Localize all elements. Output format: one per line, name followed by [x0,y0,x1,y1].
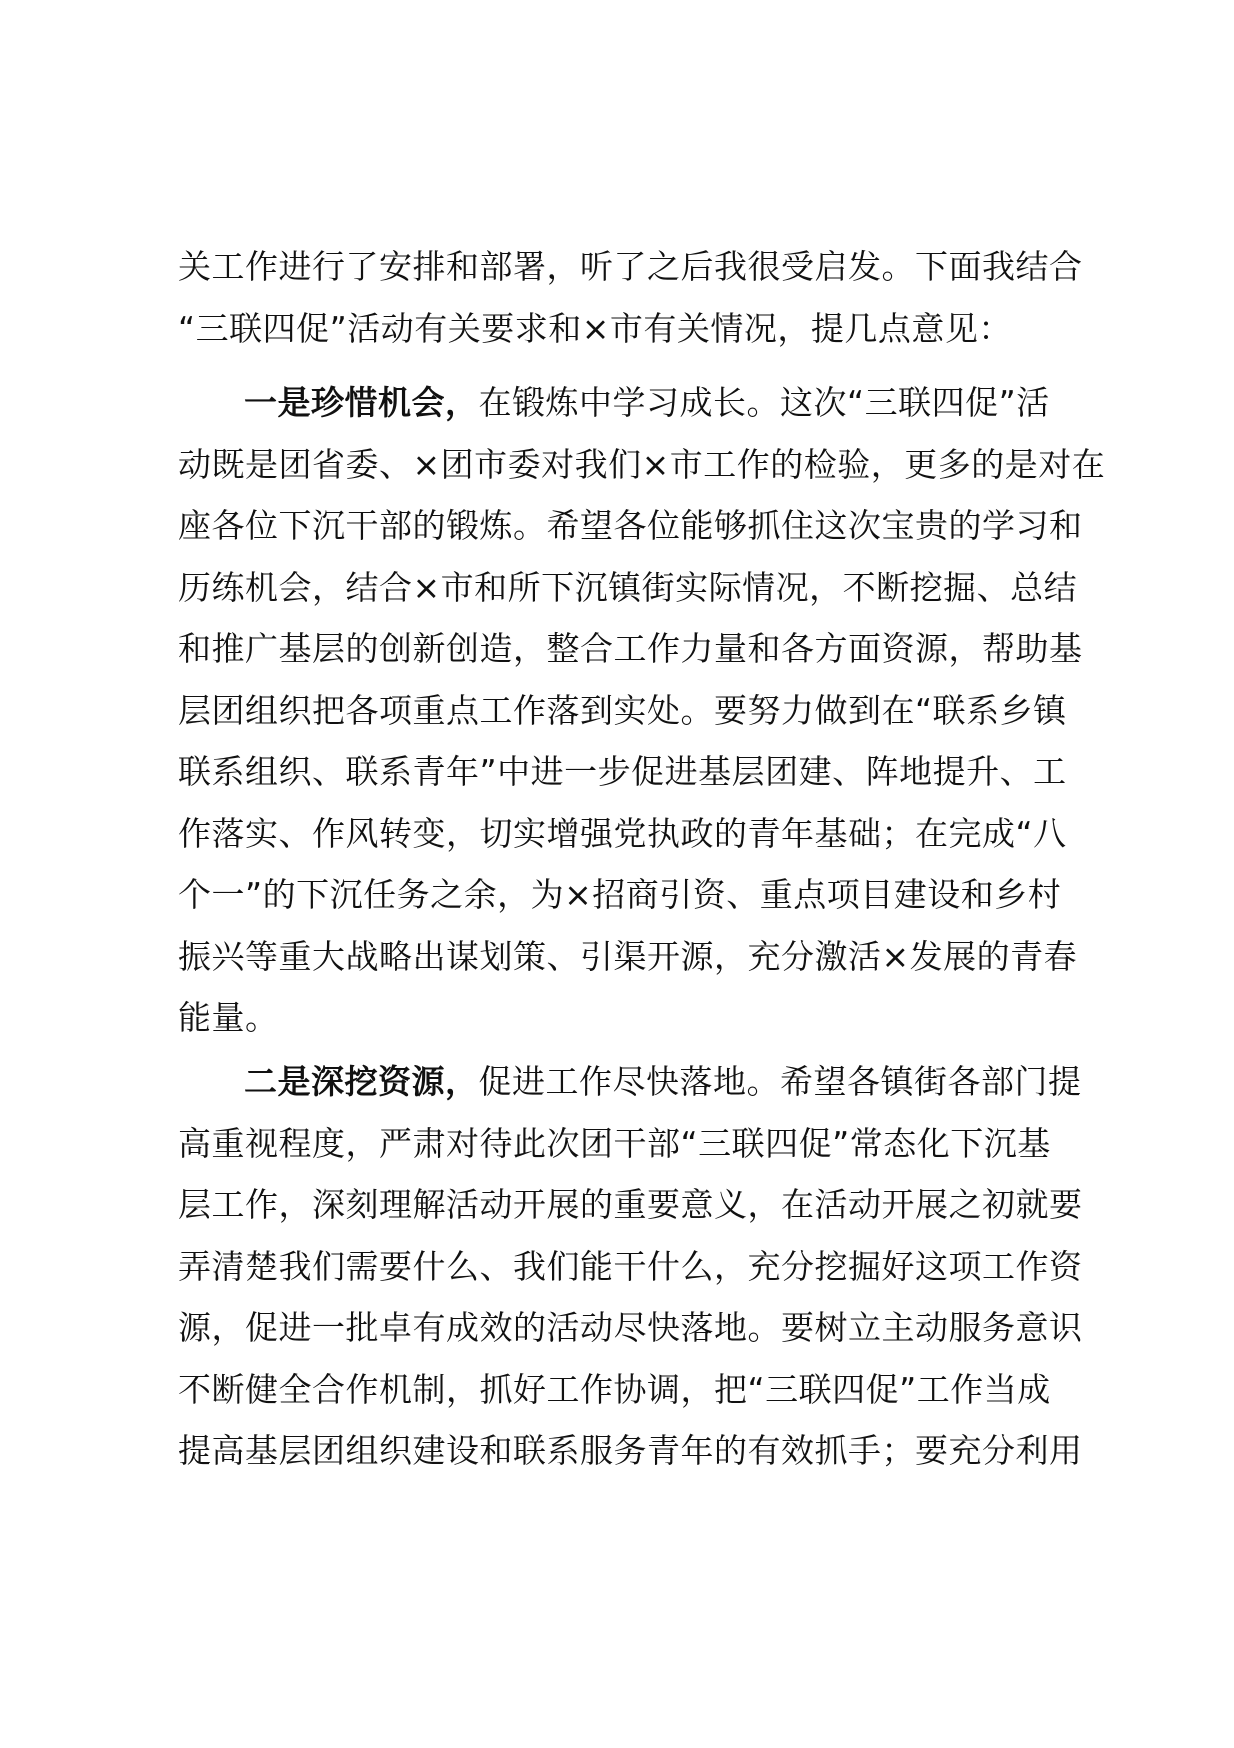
paragraph-first-line [178,372,1098,434]
paragraph-point-one [178,372,1106,1049]
paragraph-intro [178,236,1098,359]
text-line: “三联四促”活动有关要求和×市有关情况，提几点意见： [178,308,1012,348]
text-line: 历练机会，结合×市和所下沉镇街实际情况，不断挖掘、总结 [178,567,1078,607]
text-line: 座各位下沉干部的锻炼。希望各位能够抓住这次宝贵的学习和 [178,506,1083,545]
paragraph-first-line [178,1051,1098,1113]
text-line: 能量。 [178,998,279,1037]
text-line: 个一”的下沉任务之余，为×招商引资、重点项目建设和乡村 [178,875,1062,914]
text-line: 动既是团省委、×团市委对我们×市工作的检验，更多的是对在 [178,444,1106,484]
text-line: 高重视程度，严肃对待此次团干部“三联四促”常态化下沉基 [178,1123,1051,1163]
paragraph-lead-heading: 一是珍惜机会， [244,383,479,422]
text-line: 弄清楚我们需要什么、我们能干什么，充分挖掘好这项工作资 [178,1246,1083,1286]
paragraph-lead-heading: 二是深挖资源， [244,1062,479,1101]
text-line: 层团组织把各项重点工作落到实处。要努力做到在“联系乡镇 [178,690,1067,730]
text-line: 关工作进行了安排和部署，听了之后我很受启发。下面我结合 [178,247,1083,286]
paragraph-first-line-text: 促进工作尽快落地。希望各镇街各部门提 [478,1062,1082,1101]
text-line: 振兴等重大战略出谋划策、引渠开源，充分激活×发展的青春 [178,936,1078,976]
paragraph-point-two [178,1051,1098,1482]
text-line: 联系组织、联系青年”中进一步促进基层团建、阵地提升、工 [178,752,1067,791]
text-line: 层工作，深刻理解活动开展的重要意义，在活动开展之初就要 [178,1185,1083,1224]
text-line: 作落实、作风转变，切实增强党执政的青年基础；在完成“八 [178,813,1067,853]
text-line: 和推广基层的创新创造，整合工作力量和各方面资源，帮助基 [178,629,1083,668]
text-line: 提高基层团组织建设和联系服务青年的有效抓手；要充分利用 [178,1431,1083,1470]
paragraph-first-line-text: 在锻炼中学习成长。这次“三联四促”活 [478,383,1050,422]
text-line: 不断健全合作机制，抓好工作协调，把“三联四促”工作当成 [178,1369,1051,1409]
text-line: 源，促进一批卓有成效的活动尽快落地。要树立主动服务意识 [178,1308,1083,1347]
